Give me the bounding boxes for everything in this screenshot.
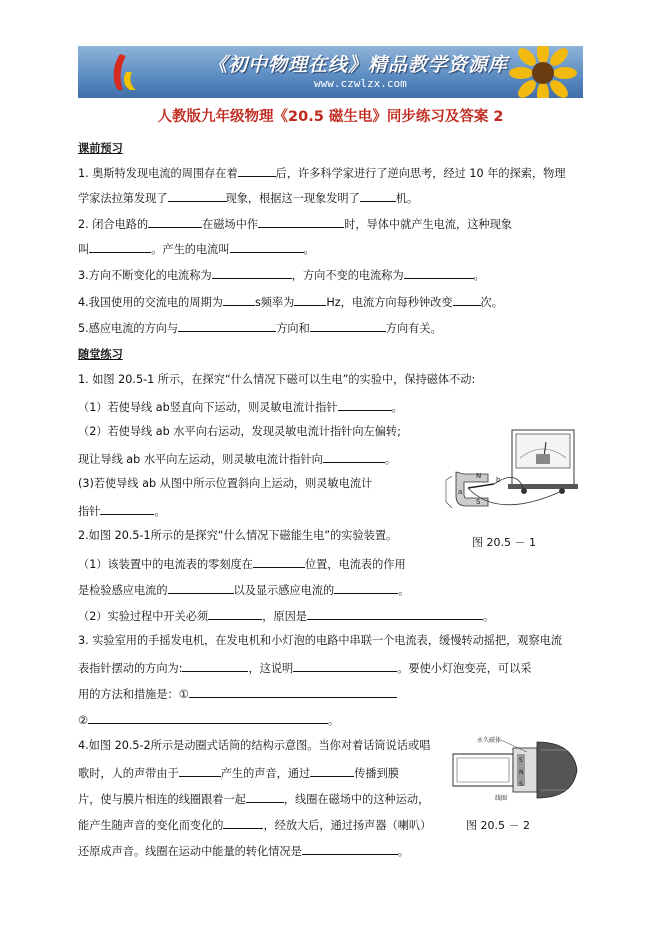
answer-blank[interactable]	[178, 319, 276, 332]
answer-blank[interactable]	[168, 189, 226, 202]
figure-moving-coil-microphone	[443, 734, 585, 804]
site-url: www.czwlzx.com	[314, 77, 407, 90]
answer-blank[interactable]	[307, 607, 483, 620]
practice-1-part-3b: 指针 。	[78, 502, 166, 520]
magnet-pole-n: N	[476, 472, 482, 480]
answer-blank[interactable]	[453, 293, 481, 306]
answer-blank[interactable]	[238, 164, 276, 177]
answer-blank[interactable]	[182, 659, 248, 672]
practice-1-part-2b: 现让导线 ab 水平向左运动，则灵敏电流计指针向 。	[78, 450, 396, 468]
header-banner	[78, 46, 583, 98]
question-5: 5.感应电流的方向与 方向和 方向有关。	[78, 319, 442, 337]
section-heading-preview: 课前预习	[78, 142, 123, 155]
figure-2-caption: 图 20.5 － 2	[466, 819, 530, 832]
answer-blank[interactable]	[100, 502, 154, 515]
practice-3-line-4: ② 。	[78, 711, 339, 729]
label-coil: 线圈	[495, 795, 508, 802]
answer-blank[interactable]	[168, 581, 234, 594]
magnet-pole-s: S	[476, 498, 481, 506]
figure-1-caption: 图 20.5 － 1	[472, 536, 536, 549]
practice-1-part-1: （1）若使导线 ab竖直向下运动，则灵敏电流计指针 。	[78, 398, 403, 416]
practice-1: 1. 如图 20.5-1 所示，在探究“什么情况下磁可以生电”的实验中，保持磁体不动:	[78, 373, 476, 386]
question-1-line-2: 学家法拉第发现了 现象，根据这一现象发明了 机。	[78, 189, 418, 207]
question-1-line-1: 1. 奥斯特发现电流的周围存在着 后，许多科学家进行了逆向思考，经过 10 年的探索，物理	[78, 164, 566, 182]
question-4: 4.我国使用的交流电的周期为 s频率为 Hz，电流方向每秒钟改变 次。	[78, 293, 503, 311]
answer-blank[interactable]	[334, 581, 398, 594]
practice-4-line-3: 片，使与膜片相连的线圈跟着一起 ，线圈在磁场中的这种运动，	[78, 790, 429, 808]
practice-4-line-1: 4.如图 20.5-2所示是动圈式话筒的结构示意图。当你对着话筒说话或唱	[78, 739, 431, 752]
answer-blank[interactable]	[189, 685, 397, 698]
answer-blank[interactable]	[223, 816, 263, 829]
practice-2: 2.如图 20.5-1所示的是探究“什么情况下磁能生电”的实验装置。	[78, 529, 398, 542]
answer-blank[interactable]	[310, 764, 354, 777]
practice-4-line-5: 还原成声音。线圈在运动中能量的转化情况是 。	[78, 842, 409, 860]
practice-2-part-1: （1）该装置中的电流表的零刻度在 位置，电流表的作用	[78, 555, 406, 573]
practice-4-line-2: 歌时，人的声带由于 产生的声音，通过 传播到膜	[78, 764, 399, 782]
answer-blank[interactable]	[88, 711, 328, 724]
answer-blank[interactable]	[253, 555, 305, 568]
wire-end-a: a	[458, 488, 463, 496]
practice-4-line-4: 能产生随声音的变化而变化的 ，经放大后，通过扬声器（喇叭）	[78, 816, 431, 834]
question-3: 3.方向不断变化的电流称为 ，方向不变的电流称为 。	[78, 266, 485, 284]
practice-3-line-3: 用的方法和措施是：①	[78, 685, 397, 703]
answer-blank[interactable]	[404, 266, 474, 279]
question-2-line-1: 2. 闭合电路的 在磁场中作 时，导体中就产生电流，这种现象	[78, 215, 512, 233]
answer-blank[interactable]	[293, 659, 397, 672]
answer-blank[interactable]	[294, 293, 326, 306]
label-permanent-magnet: 永久磁体	[477, 737, 502, 744]
figure-galvanometer-apparatus	[438, 398, 584, 516]
practice-3-line-1: 3. 实验室用的手摇发电机，在发电机和小灯泡的电路中串联一个电流表，缓慢转动摇把，观察电流	[78, 634, 563, 647]
answer-blank[interactable]	[246, 790, 284, 803]
answer-blank[interactable]	[212, 266, 292, 279]
answer-blank[interactable]	[179, 764, 221, 777]
answer-blank[interactable]	[89, 240, 151, 253]
pole-s-top: S	[519, 757, 523, 764]
answer-blank[interactable]	[310, 319, 386, 332]
section-heading-practice: 随堂练习	[78, 348, 123, 361]
practice-2-part-1b: 是检验感应电流的 以及显示感应电流的 。	[78, 581, 409, 599]
answer-blank[interactable]	[258, 215, 344, 228]
answer-blank[interactable]	[223, 293, 255, 306]
site-logo	[108, 52, 138, 92]
wire-end-b: b	[496, 476, 501, 484]
answer-blank[interactable]	[208, 607, 262, 620]
pole-n: N	[519, 769, 524, 776]
answer-blank[interactable]	[230, 240, 304, 253]
practice-1-part-3: (3)若使导线 ab 从图中所示位置斜向上运动，则灵敏电流计	[78, 477, 373, 490]
practice-1-part-2: （2）若使导线 ab 水平向右运动，发现灵敏电流计指针向左偏转;	[78, 425, 401, 438]
question-2-line-2: 叫 。产生的电流叫 。	[78, 240, 315, 258]
practice-2-part-2: （2）实验过程中开关必须 ，原因是 。	[78, 607, 494, 625]
answer-blank[interactable]	[323, 450, 385, 463]
answer-blank[interactable]	[148, 215, 202, 228]
pole-s-bottom: S	[519, 781, 523, 788]
site-title: 《初中物理在线》精品教学资源库	[208, 54, 509, 76]
answer-blank[interactable]	[302, 842, 398, 855]
answer-blank[interactable]	[360, 189, 396, 202]
practice-3-line-2: 表指针摆动的方向为: ，这说明 。要使小灯泡变亮，可以采	[78, 659, 532, 677]
sunflower-icon	[509, 46, 577, 98]
answer-blank[interactable]	[338, 398, 392, 411]
document-title: 人教版九年级物理《20.5 磁生电》同步练习及答案 2	[157, 109, 504, 125]
